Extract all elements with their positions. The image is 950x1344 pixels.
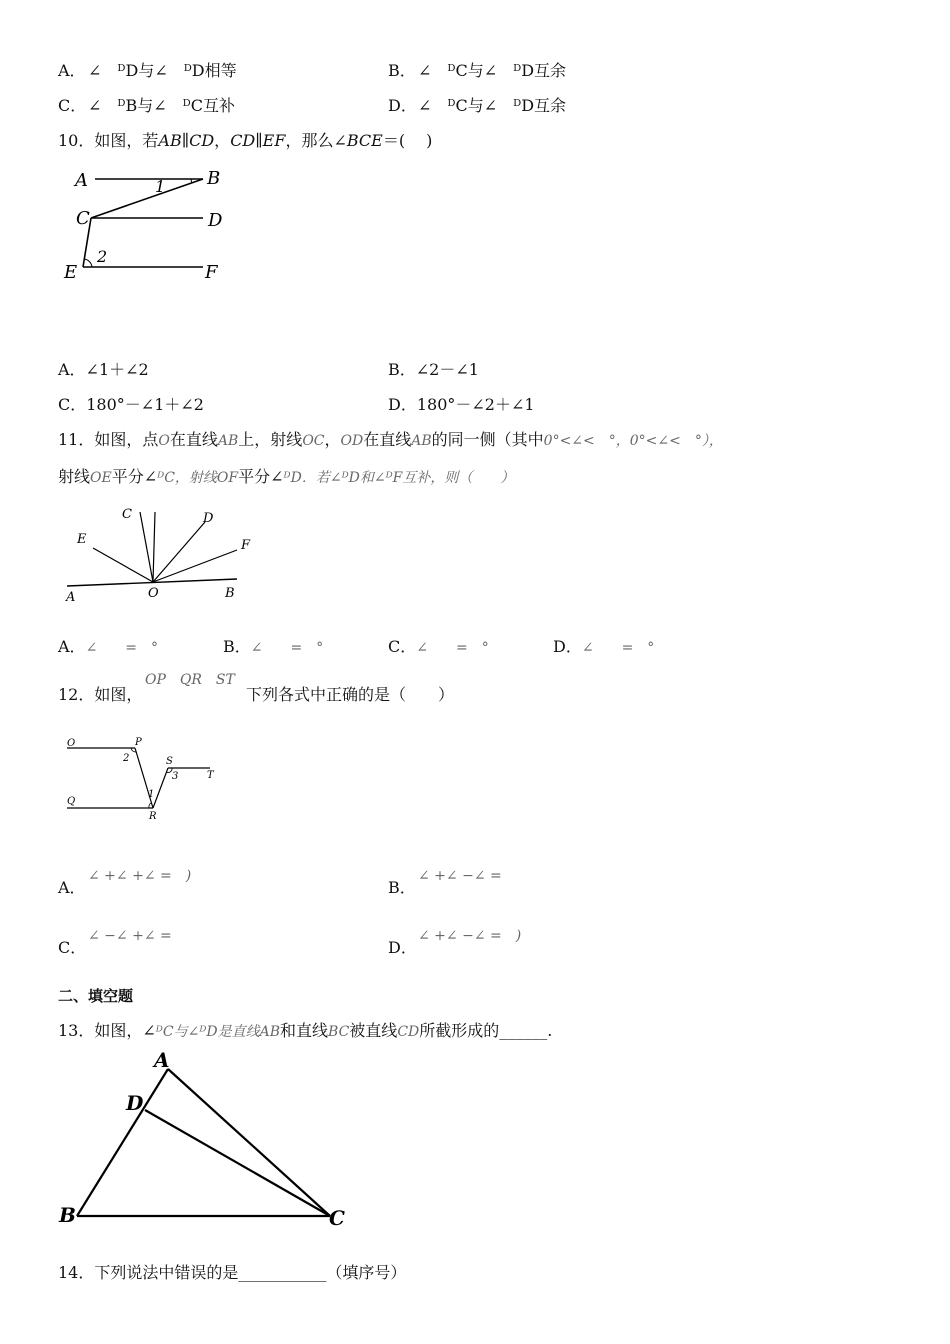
q13-c: ᴰD是直线 [199,1024,260,1040]
q9-option-c-text: ∠ ᴰB与∠ ᴰC互补 [88,96,235,115]
q10-label-angle1: 1 [155,177,166,196]
q11-l1-od: OD [340,433,364,449]
q12-stem-pre: 如图， [94,685,143,704]
q11-label-o: O [148,586,159,601]
q10-bce: BCE [346,131,383,150]
q11-l2-d: 平分∠ [238,467,284,486]
q12-label-r: R [149,811,157,822]
q11-l1-f: 的同一侧（其中 [431,430,544,449]
q11-option-a-label: A． [58,637,86,656]
q11-l2-f: ᴰD和∠ [341,470,386,486]
q11-label-c: C [122,507,132,522]
q11-label-a: A [66,590,76,605]
q9-option-b-text: ∠ ᴰC与∠ ᴰD互余 [418,61,567,80]
q12-stem-post: 下列各式中正确的是（ ） [246,685,455,704]
q10-label-b: B [207,168,221,189]
q11-l1-d: ， [324,430,341,449]
q10-cd-2: CD [230,131,256,150]
q12-label-q: Q [67,796,76,807]
q11-l1-g: 0°<∠ [543,433,584,449]
q13-b: ᴰC与∠ [155,1024,200,1040]
q13-ab: AB [259,1024,281,1040]
q11-l2-of: OF [216,470,239,486]
q11-ray-of [153,550,237,582]
q13-f: 所截形成的______. [419,1021,553,1040]
q10-parallel-1: ∥ [181,131,190,150]
q10-cd: CD [189,131,215,150]
q13-number: 13． [58,1021,95,1040]
q11-figure [55,500,255,610]
q11-l2-a: 射线 [58,467,91,486]
q11-option-a-expr: ∠ = ° [85,640,159,656]
q11-label-f: F [241,538,251,553]
q9-option-a-text: ∠ ᴰD与∠ ᴰD相等 [88,61,237,80]
q11-ray-od [153,522,205,582]
q11-l2-e: ᴰD．若∠ [283,470,342,486]
q10-label-d: D [208,210,223,231]
q11-l2-c: ᴰC，射线 [157,470,217,486]
q13-stem [58,1021,552,1042]
q13-line-dc [145,1110,330,1216]
q12-option-a-label: A． [58,878,86,897]
q13-label-a: A [154,1050,170,1072]
q12-stem [58,685,142,705]
q10-angle2-arc [84,259,92,267]
q10-option-c: C．180°－∠1＋∠2 [58,395,204,414]
q12-label-angle2: 2 [123,753,130,764]
q14-text: 下列说法中错误的是___________（填序号） [94,1263,407,1282]
q12-option-c-label: C． [58,938,87,957]
q11-line-ab [67,579,237,586]
q10-label-c: C [76,208,90,229]
q13-label-b: B [59,1203,76,1227]
q11-l1-b: 在直线 [169,430,218,449]
q9-option-d-label: D． [388,96,417,115]
section-title-fill-in: 二、填空题 [58,987,134,1005]
q11-stem-line2 [58,467,514,488]
q13-bc: BC [328,1024,350,1040]
q11-option-d-expr: ∠ = ° [581,640,655,656]
q10-ab: AB [158,131,182,150]
q9-option-a-label: A． [58,61,86,80]
q14-stem [58,1263,406,1283]
q11-l1-oc: OC [302,433,325,449]
q12-line-rs [153,768,168,808]
q10-label-e: E [64,262,78,283]
q11-option-b-expr: ∠ = ° [250,640,324,656]
q12-label-o: O [67,738,76,749]
q10-stem [58,131,432,151]
q11-label-b: B [225,586,235,601]
q13-line-ab [77,1069,168,1216]
q10-number: 10． [58,131,95,150]
q11-option-b [223,637,323,658]
q11-option-d-label: D． [553,637,582,656]
q12-angle1-arc [149,803,151,808]
q13-figure [55,1050,355,1230]
q13-d: 和直线 [280,1021,329,1040]
q11-label-e: E [77,532,87,547]
q11-l1-c: 上，射线 [238,430,303,449]
q12-label-angle1: 1 [148,789,155,800]
q11-ray-oe [93,548,153,582]
q12-label-s: S [166,756,173,767]
q10-option-d: D．180°－∠2＋∠1 [388,395,535,414]
q13-label-c: C [329,1206,345,1230]
q10-ef: EF [262,131,286,150]
q13-label-d: D [126,1091,144,1115]
q14-number: 14． [58,1263,95,1282]
q12-number: 12． [58,685,95,704]
q12-option-b-label: B． [388,878,416,897]
q13-a: 如图，∠ [94,1021,156,1040]
q10-option-a: A．∠1＋∠2 [58,360,149,379]
q11-option-c-expr: ∠ = ° [416,640,489,656]
q12-option-d-expr: ∠ +∠ −∠ = ) [418,928,522,944]
q11-option-c [388,637,489,658]
q10-label-f: F [205,262,218,283]
q13-line-ac [168,1069,330,1216]
q11-l1-o: O [158,433,170,449]
q12-option-b-expr: ∠ +∠ −∠ = [418,868,502,884]
q12-label-t: T [207,770,214,781]
q11-l1-e: 在直线 [363,430,412,449]
q11-l2-b: 平分∠ [111,467,158,486]
q11-label-d: D [203,511,214,526]
q11-stem-line1 [58,430,723,451]
q11-ray-oc [140,512,153,582]
q12-label-angle3: 3 [172,771,179,782]
q11-option-c-label: C． [388,637,417,656]
q11-l1-a: 如图，点 [94,430,159,449]
q11-option-b-label: B． [223,637,251,656]
q9-option-b-label: B． [388,61,416,80]
q10-parallel-2: ∥ [255,131,263,150]
q11-l1-ab2: AB [411,433,432,449]
q9-option-c-label: C． [58,96,87,115]
q12-option-a-expr: ∠ +∠ +∠ = ) [88,868,192,884]
q12-figure [55,733,235,828]
q12-option-c-expr: ∠ −∠ +∠ = [88,928,172,944]
q11-ray-oc-2 [153,512,155,582]
q11-l2-g: ᴰF互补，则（ ） [385,470,515,486]
q11-number: 11． [58,430,95,449]
q10-comma: ， [214,131,231,150]
q10-stem-mid: ，那么∠ [285,131,347,150]
q11-option-a [58,637,158,658]
q11-option-d [553,637,654,658]
q13-e: 被直线 [349,1021,398,1040]
q11-l2-oe: OE [90,470,112,486]
q10-label-a: A [75,170,88,191]
q13-cd: CD [397,1024,420,1040]
q11-l1-ab: AB [217,433,239,449]
q12-faded-symbols: OP QR ST [145,672,235,688]
q10-stem-end: ＝( ) [382,131,433,150]
q10-label-angle2: 2 [97,247,108,266]
q10-option-b: B．∠2－∠1 [388,360,479,379]
q11-l1-h: < °，0°<∠ [583,433,670,449]
q10-stem-pre: 如图，若 [94,131,159,150]
q9-option-d-text: ∠ ᴰC与∠ ᴰD互余 [418,96,567,115]
q10-line-bc [91,179,203,218]
q10-figure [55,160,245,290]
q12-option-d-label: D． [388,938,417,957]
q11-l1-i: < °）， [669,433,723,449]
q12-label-p: P [135,737,142,748]
